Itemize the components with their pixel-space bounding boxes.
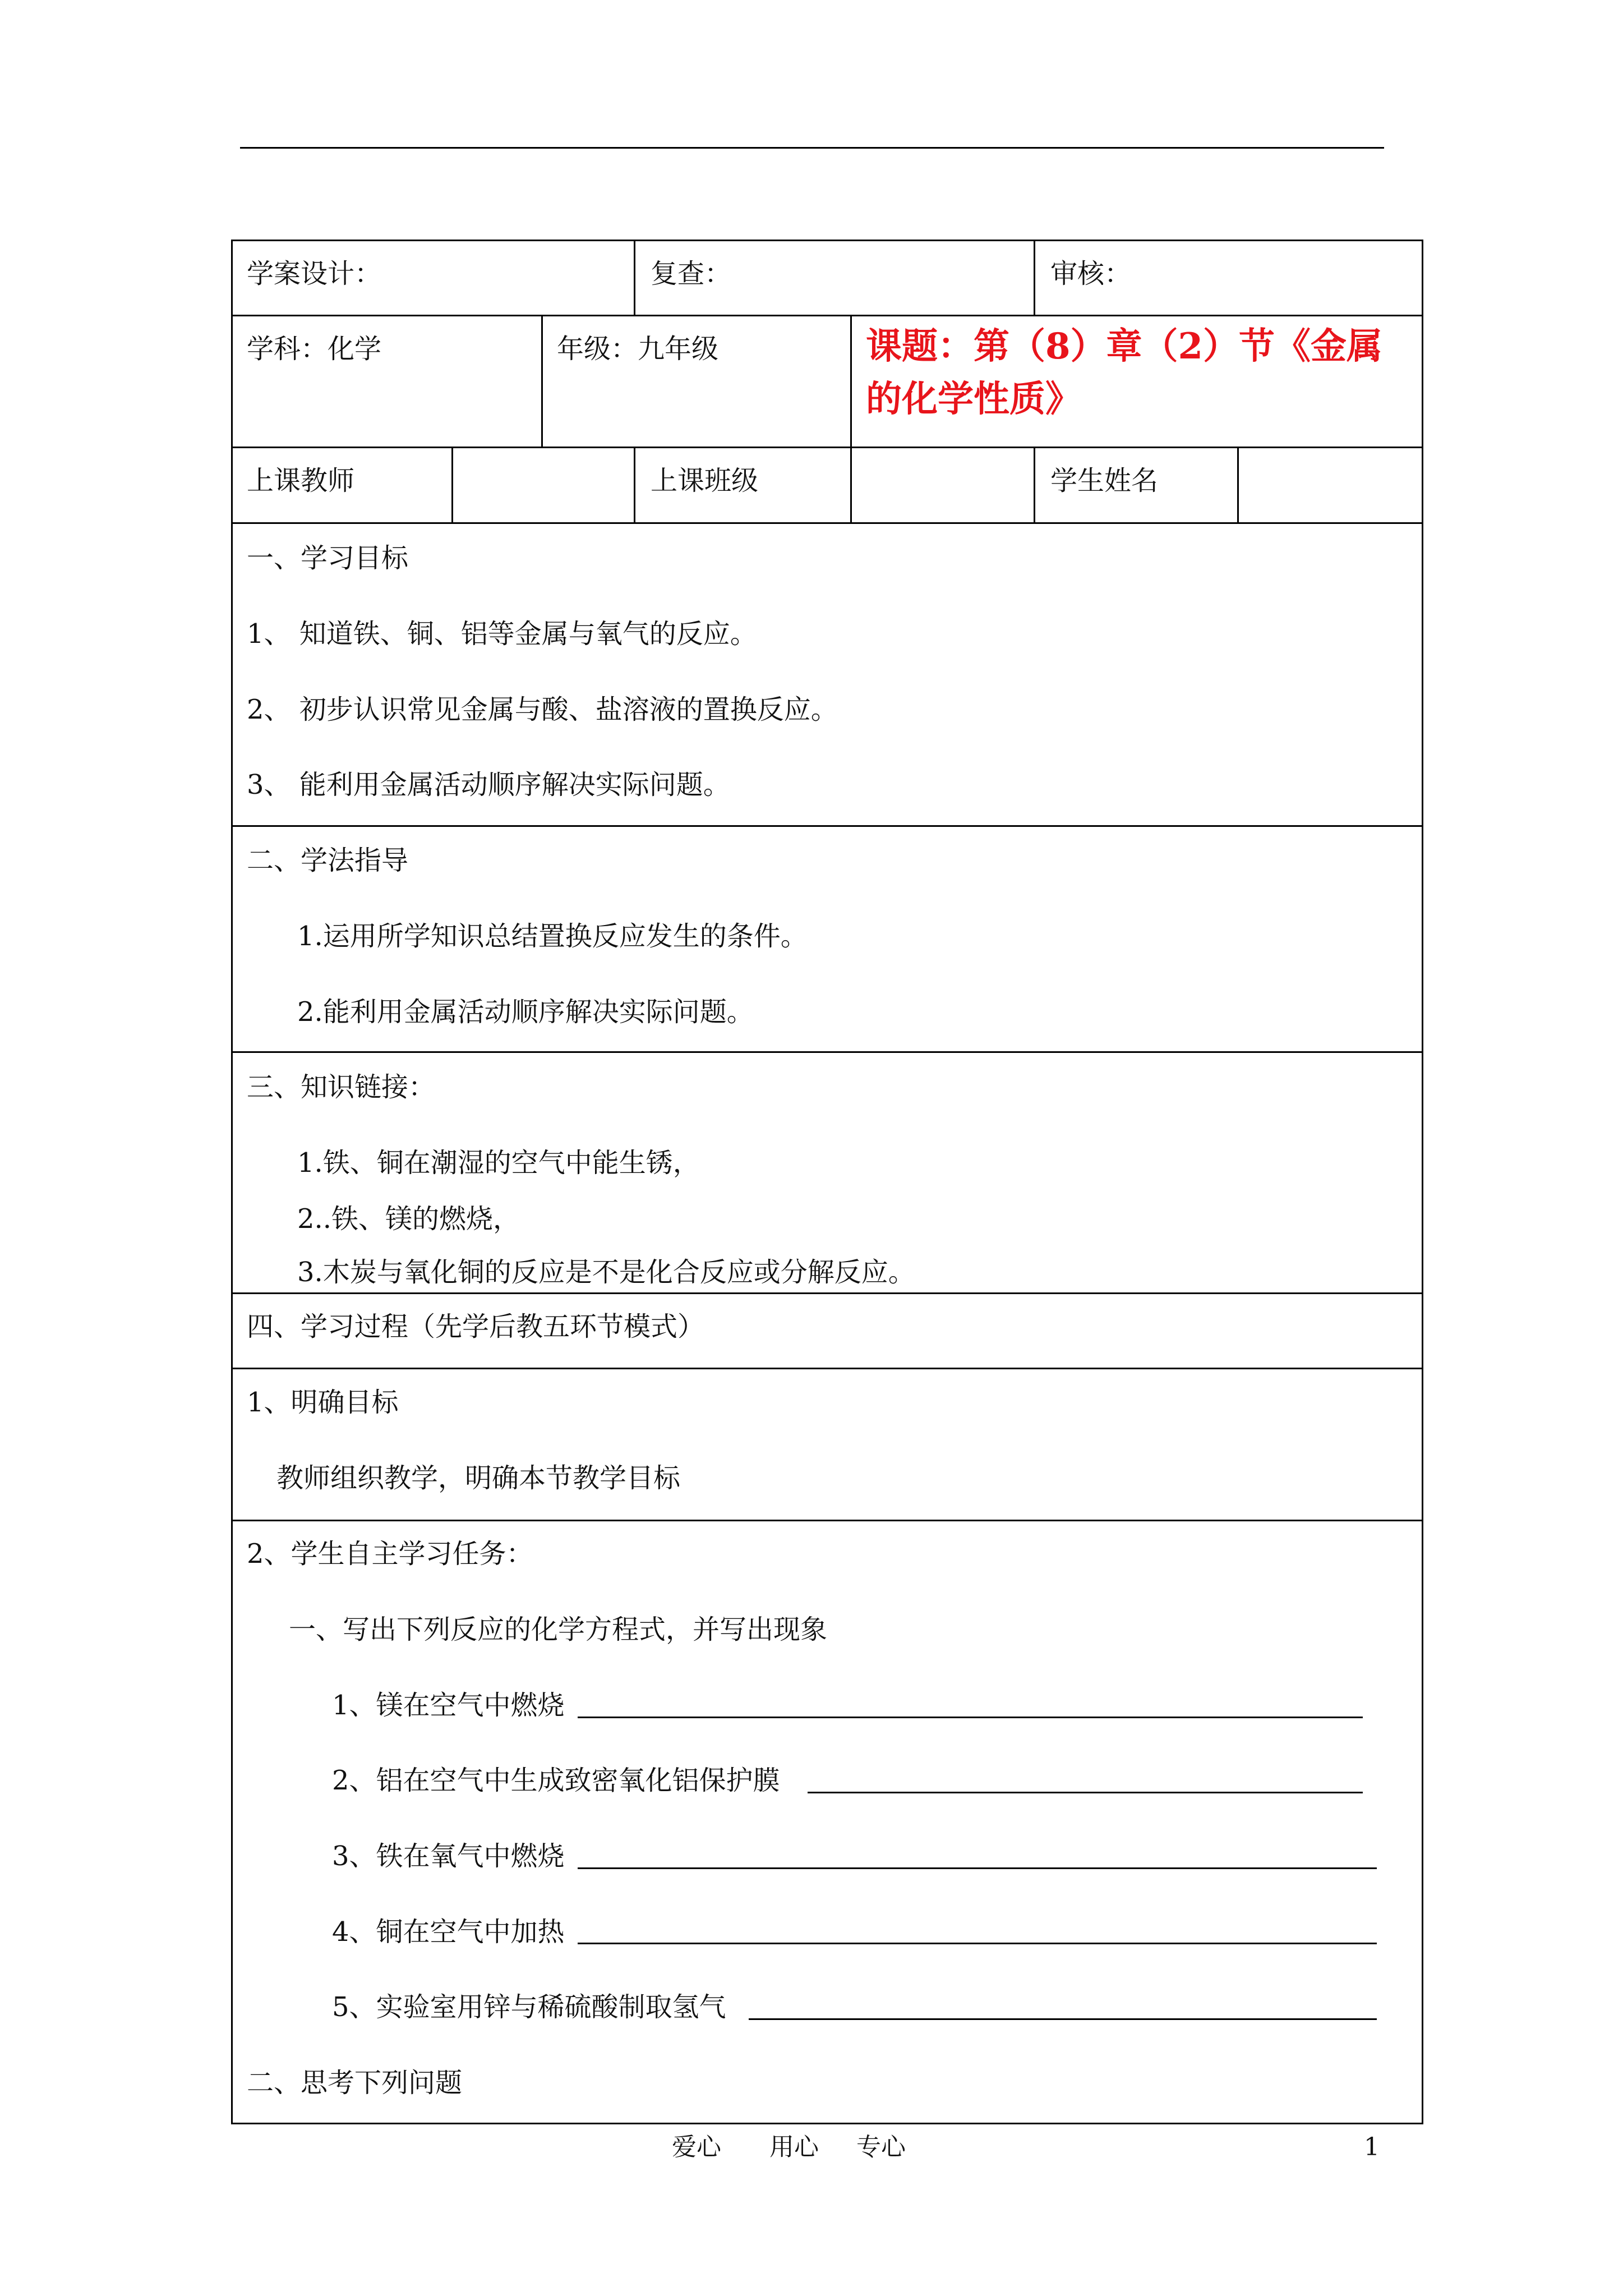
footer-motto: 专心: [856, 2133, 906, 2161]
cell-line: [1237, 447, 1239, 523]
footer-motto: 爱心: [672, 2133, 721, 2161]
table-top-border: [231, 240, 1423, 241]
think-heading: 二、思考下列问题: [247, 2067, 463, 2099]
cell-line: [1034, 447, 1035, 523]
section1-item: 3、 能利用金属活动顺序解决实际问题。: [247, 769, 730, 800]
task-item: 2、铝在空气中生成致密氧化铝保护膜: [332, 1765, 780, 1796]
cell-line: [634, 240, 635, 316]
answer-blank[interactable]: [808, 1792, 1363, 1793]
step1-text: 教师组织教学，明确本节教学目标: [276, 1462, 681, 1494]
section1-item: 1、 知道铁、铜、铝等金属与氧气的反应。: [247, 618, 757, 650]
answer-blank[interactable]: [578, 1943, 1377, 1944]
row-line: [231, 1520, 1423, 1521]
section4-heading: 四、学习过程（先学后教五环节模式）: [247, 1311, 705, 1342]
cell-line: [1034, 240, 1035, 316]
section1-item: 2、 初步认识常见金属与酸、盐溶液的置换反应。: [247, 694, 838, 725]
answer-blank[interactable]: [749, 2018, 1377, 2020]
grade-label: 年级：九年级: [557, 333, 719, 365]
task-heading: 一、写出下列反应的化学方程式，并写出现象: [289, 1614, 828, 1645]
cell-line: [850, 315, 852, 448]
row-line: [231, 825, 1423, 827]
task-item: 4、铜在空气中加热: [332, 1916, 565, 1948]
answer-blank[interactable]: [578, 1867, 1377, 1869]
section1-heading: 一、学习目标: [247, 542, 409, 574]
task-item: 3、铁在氧气中燃烧: [332, 1841, 565, 1872]
audit-label: 审核：: [1050, 258, 1132, 289]
student-name-label: 学生姓名: [1050, 465, 1159, 496]
teacher-label: 上课教师: [247, 465, 355, 496]
task-item: 1、镁在空气中燃烧: [332, 1690, 565, 1721]
row-line: [231, 315, 1423, 316]
review-label: 复查：: [651, 258, 732, 289]
header-rule: [240, 147, 1384, 149]
class-label: 上课班级: [651, 465, 759, 496]
task-item: 5、实验室用锌与稀硫酸制取氢气: [332, 1991, 726, 2023]
step2-heading: 2、学生自主学习任务：: [247, 1538, 533, 1570]
section3-item: 1.铁、铜在潮湿的空气中能生锈，: [297, 1147, 700, 1179]
lesson-topic-line1: 课题：第（8）章（2）节《金属: [866, 325, 1383, 367]
section3-heading: 三、知识链接：: [247, 1071, 436, 1103]
section2-item: 1.运用所学知识总结置换反应发生的条件。: [297, 921, 808, 952]
cell-line: [451, 447, 453, 523]
row-line: [231, 1292, 1423, 1294]
design-label: 学案设计：: [247, 258, 382, 289]
footer-motto: 用心: [769, 2133, 819, 2161]
section3-item: 2..铁、镁的燃烧，: [297, 1203, 520, 1235]
row-line: [231, 1368, 1423, 1369]
cell-line: [850, 447, 852, 523]
subject-label: 学科：化学: [247, 333, 382, 365]
step1-heading: 1、明确目标: [247, 1387, 399, 1418]
row-line: [231, 522, 1423, 524]
section3-item: 3.木炭与氧化铜的反应是不是化合反应或分解反应。: [297, 1257, 915, 1288]
answer-blank[interactable]: [578, 1717, 1363, 1718]
section2-item: 2.能利用金属活动顺序解决实际问题。: [297, 996, 754, 1028]
page-number: 1: [1364, 2133, 1380, 2161]
section2-heading: 二、学法指导: [247, 845, 409, 876]
row-line: [231, 447, 1423, 448]
table-bottom-border: [231, 2123, 1423, 2124]
lesson-topic-line2: 的化学性质》: [866, 378, 1081, 420]
cell-line: [634, 447, 635, 523]
row-line: [231, 1051, 1423, 1053]
cell-line: [541, 315, 543, 448]
